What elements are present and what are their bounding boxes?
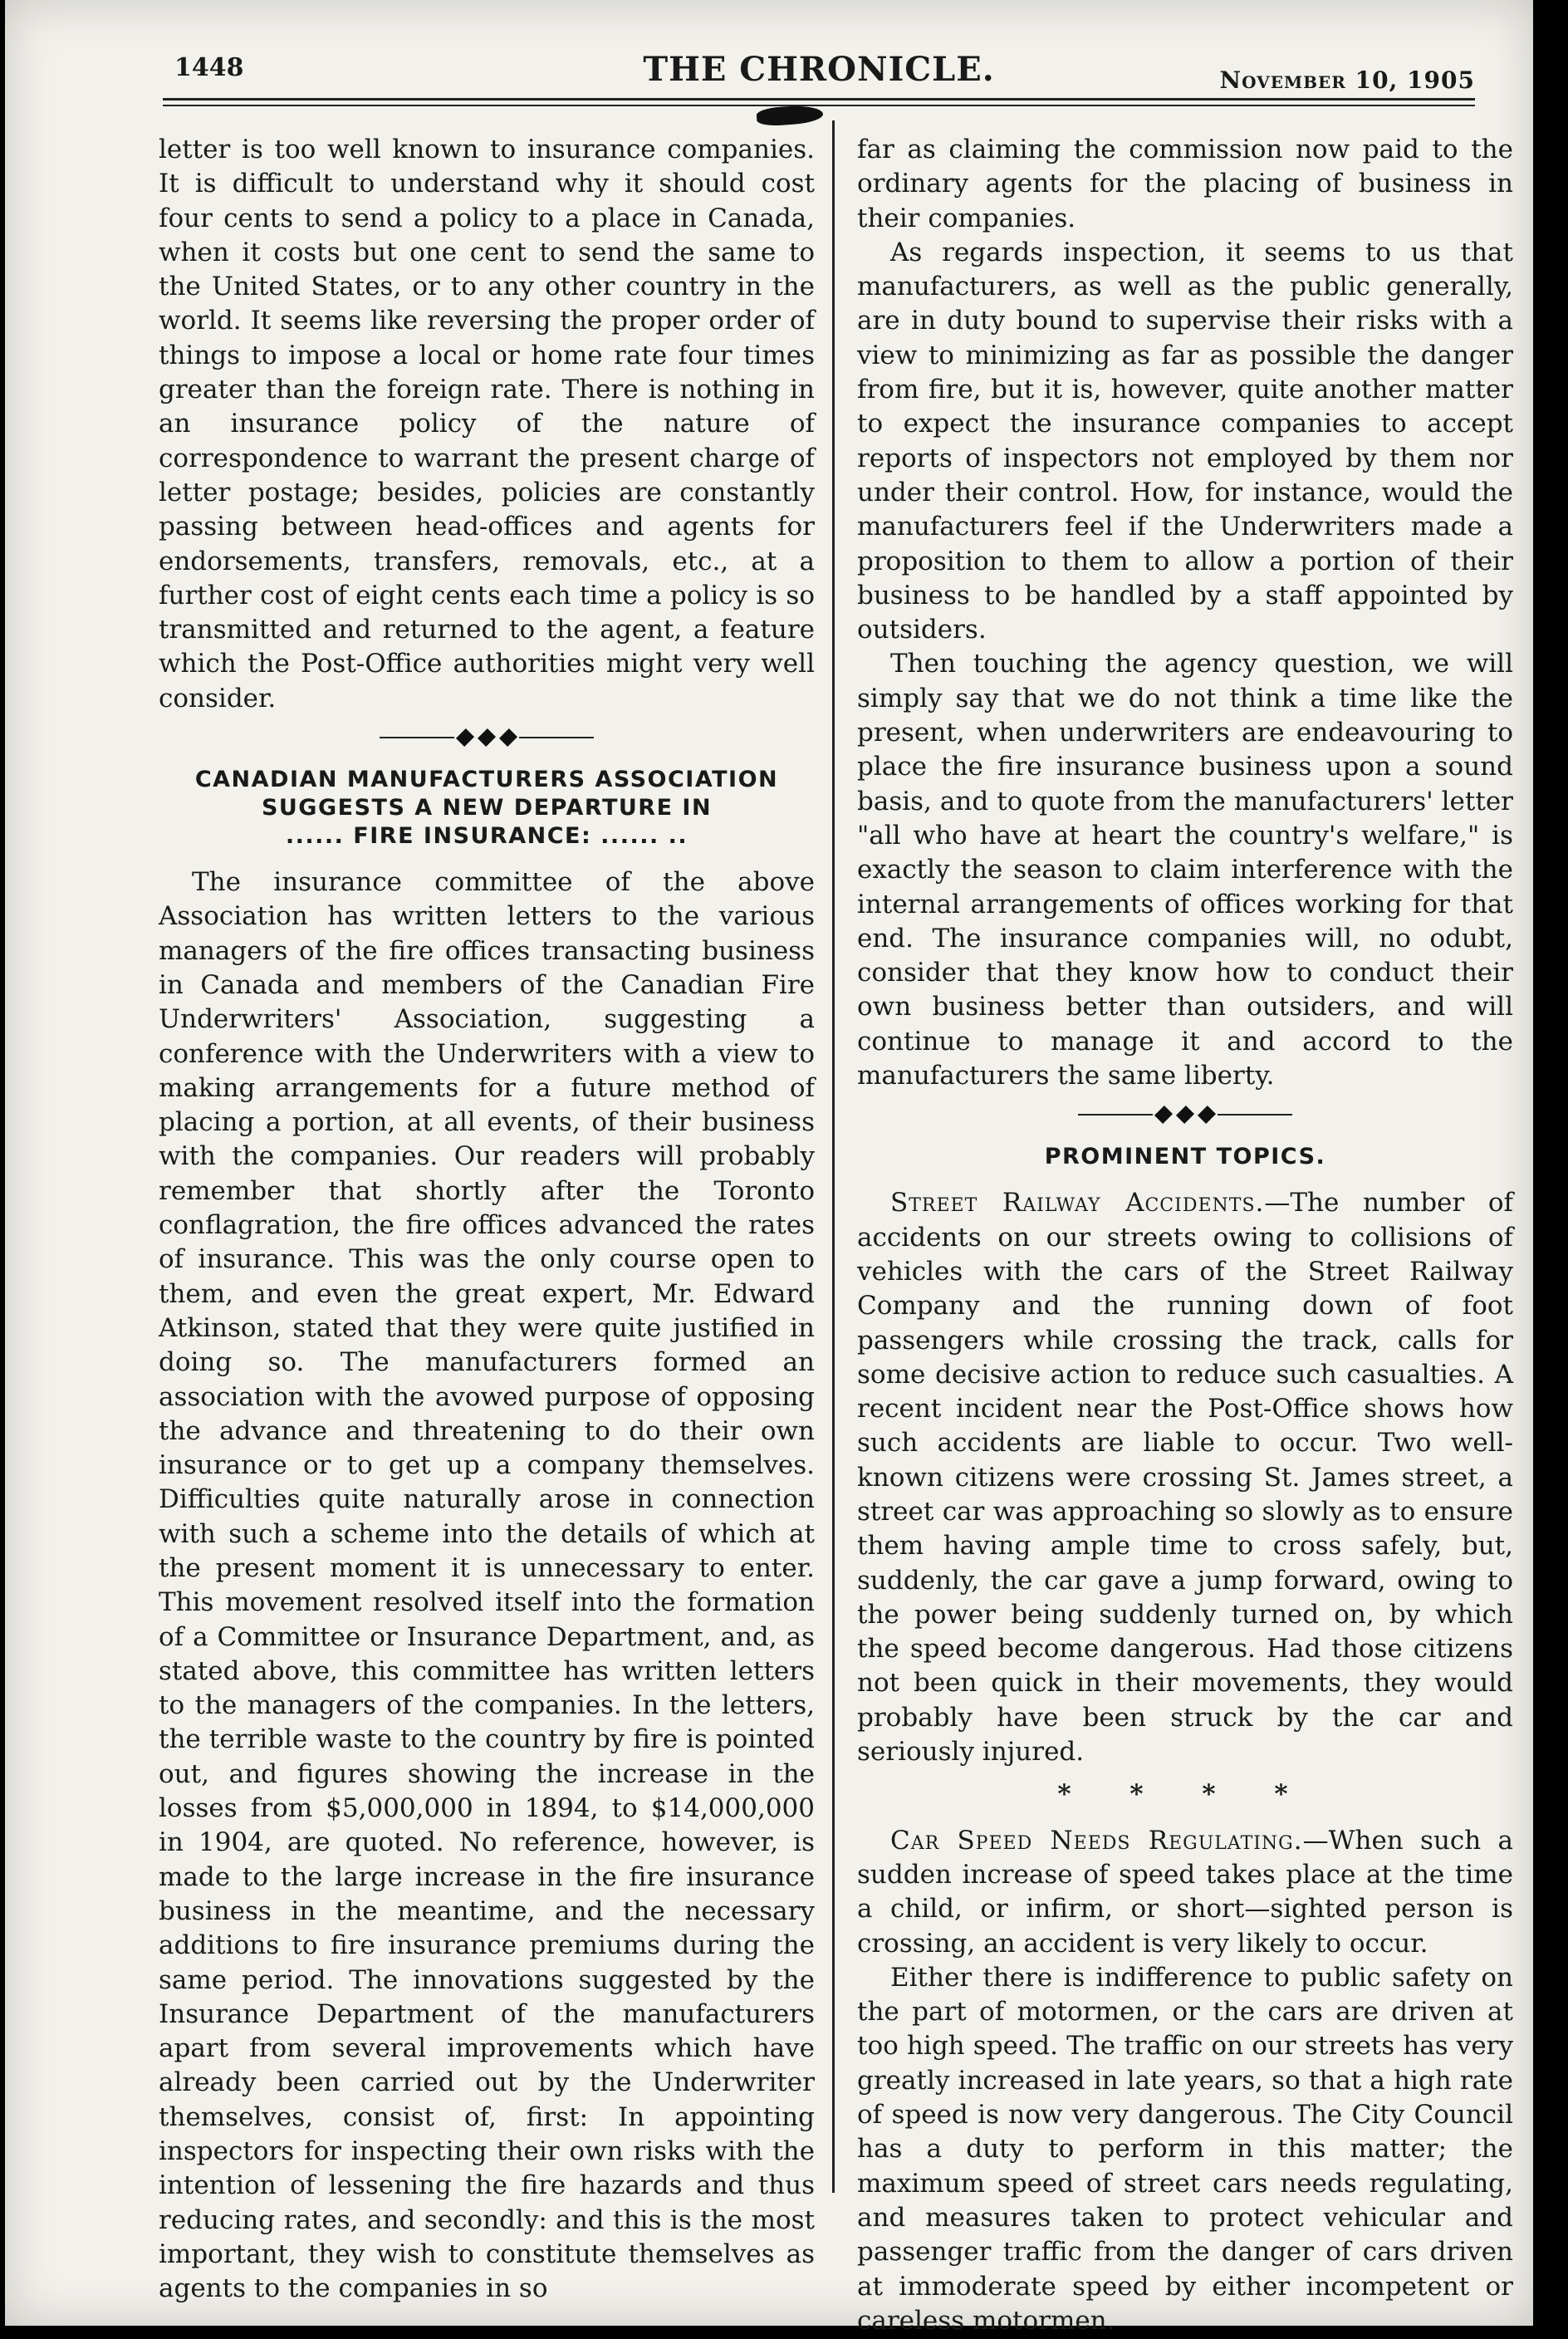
section-ornament (857, 1093, 1513, 1136)
separator-stars: * * * * (1057, 1779, 1313, 1810)
column-divider (832, 120, 835, 2193)
left-column (159, 133, 815, 2307)
header-rule-thin (163, 105, 1475, 106)
topic-body: —When such a sudden increase of speed takes place at the time a child, or infirm, or short—sighted person is crossing, an accident is very likely to occur. (857, 1825, 1514, 1959)
section-ornament (159, 716, 815, 759)
topic-car-speed (857, 1824, 1513, 1961)
article-heading-line-3: ...... FIRE INSURANCE: ...... .. (285, 823, 688, 850)
topic-title: Car Speed Needs Regulating. (890, 1825, 1303, 1856)
article-heading-line-1: CANADIAN MANUFACTURERS ASSOCIATION (194, 767, 779, 793)
topic-street-railway (857, 1186, 1513, 1769)
right-column (857, 133, 1513, 2338)
article-heading-line-2: SUGGESTS A NEW DEPARTURE IN (261, 795, 713, 821)
topic-car-speed-continued: Either there is indifference to public safety on the part of motormen, or the cars are driven at too high speed. The traffic on our streets has very greatly increased in late years, so that a high rate of speed is now very dangerous. The City Council has a duty to perform in this matter; the maximum speed of street cars needs regulating, and measures taken to protect vehicular and passenger traffic from the danger of cars driven at immoderate speed by either incompetent or careless motormen. (857, 1962, 1513, 2336)
continued-paragraph: letter is too well known to insurance companies. It is difficult to understand why it should cost four cents to send a policy to a place in Canada, when it costs but one cent to send the same to the United States, or to any other country in the world. It seems like reversing the proper order of things to impose a local or home rate four times greater than the foreign rate. There is nothing in an insurance policy of the nature of correspondence to warrant the present charge of letter postage; besides, policies are constantly passing between head-offices and agents for endorsements, transfers, removals, etc., at a further cost of eight cents each time a policy is so transmitted and returned to the agent, a feature which the Post-Office authorities might very well consider. (159, 135, 815, 713)
inspection-paragraph: As regards inspection, it seems to us that manufacturers, as well as the public generally, are in duty bound to supervise their risks with a view to minimizing as far as possible the danger from fire, but it is, however, quite another matter to expect the insurance companies to accept reports of inspectors not employed by them nor under their control. How, for instance, would the manufacturers feel if the Underwriters made a proposition to them to allow a portion of their business to be handled by a staff appointed by outsiders. (857, 237, 1513, 645)
topic-title: Street Railway Accidents. (890, 1188, 1265, 1219)
topic-body: —The number of accidents on our streets owing to collisions of vehicles with the cars of the Street Railway Company and the running down of foot passengers while crossing the track, calls for some decisive action to reduce such casualties. A recent incident near the Post-Office shows how such accidents are liable to occur. Two well-known citizens were crossing St. James street, a street car was approaching so slowly as to ensure them having ample time to cross safely, but, suddenly, the car gave a jump forward, owing to the power being suddenly turned on, by which the speed become dangerous. Had those citizens not been quick in their movements, they would probably have been struck by the car and seriously injured. (857, 1188, 1513, 1768)
agency-paragraph: Then touching the agency question, we will simply say that we do not think a time like the present, when underwriters are endeavouring to place the fire insurance business upon a sound basis, and to quote from the manufacturers' letter "all who have at heart the country's welfare," is exactly the season to claim interference with the internal arrangements of offices working for that end. The insurance companies will, no odubt, consider that they know how to conduct their own business better than outsiders, and will continue to manage it and accord to the manufacturers the same liberty. (857, 649, 1513, 1091)
article-body: The insurance committee of the above Association has written letters to the various managers of the fire offices transacting business in Canada and members of the Canadian Fire Underwriters' Association, suggesting a conference with the Underwriters with a view to making arrangements for a future method of placing a portion, at all events, of their business with the companies. Our readers will probably remember that shortly after the Toronto conflagration, the fire offices advanced the rates of insurance. This was the only course open to them, and even the great expert, Mr. Edward Atkinson, stated that they were quite justified in doing so. The manufacturers formed an association with the avowed purpose of opposing the advance and threatening to do their own insurance or to get up a company themselves. Difficulties quite naturally arose in connection with such a scheme into the details of which at the present moment it is unnecessary to enter. This movement resolved itself into the formation of a Committee or Insurance Department, and, as stated above, this committee has written letters to the managers of the companies. In the letters, the terrible waste to the country by fire is pointed out, and figures showing the increase in the losses from $5,000,000 in 1894, to $14,000,000 in 1904, are quoted. No reference, however, is made to the large increase in the fire insurance business in the meantime, and the necessary additions to fire insurance premiums during the same period. The innovations suggested by the Insurance Department of the manufacturers apart from several improvements which have already been carried out by the Underwriter themselves, consist of, first: In appointing inspectors for inspecting their own risks with the intention of lessening the fire hazards and thus reducing rates, and secondly: and this is the most important, they wish to constitute themselves as agents to the companies in so (159, 867, 815, 2304)
page-header (163, 50, 1475, 100)
masthead-title: THE CHRONICLE. (643, 50, 995, 89)
issue-date: November 10, 1905 (1219, 66, 1475, 94)
newspaper-page (5, 0, 1533, 2336)
page-number: 1448 (174, 53, 244, 82)
section-heading: PROMINENT TOPICS. (1044, 1144, 1326, 1170)
continued-paragraph: far as claiming the commission now paid to the ordinary agents for the placing of business in their companies. (857, 135, 1513, 233)
article-heading (159, 766, 815, 851)
ink-blot (756, 104, 823, 127)
header-rule (163, 98, 1475, 101)
